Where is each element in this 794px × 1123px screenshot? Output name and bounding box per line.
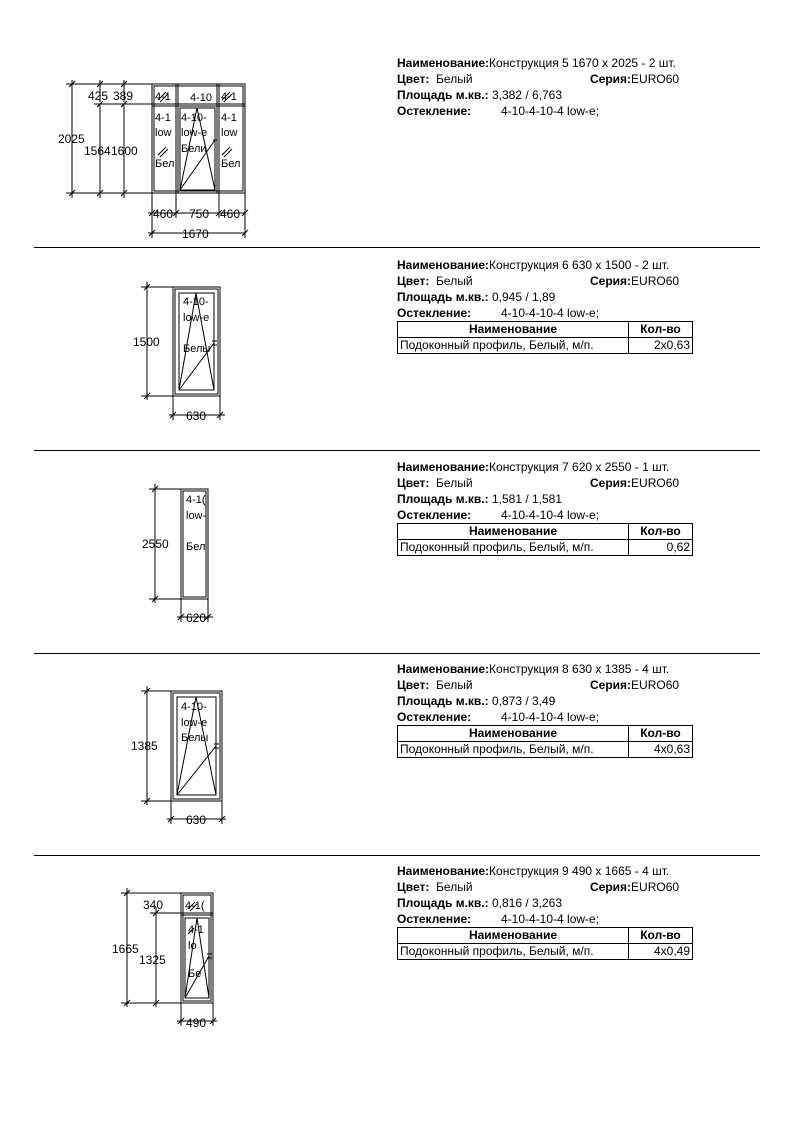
dim-width: 490: [186, 1016, 207, 1030]
header-qty: Кол-во: [629, 322, 693, 338]
dim-height: 1385: [131, 739, 158, 753]
series-value: EURO60: [631, 274, 680, 288]
series-label: Серия:: [590, 880, 632, 894]
area-label: Площадь м.кв.:: [397, 694, 489, 708]
dim-top-right: 389: [113, 89, 134, 103]
construction-5-drawing: [0, 0, 380, 248]
pane-mid-line3: Бели: [181, 143, 207, 155]
glazing-label: Остекление:: [397, 104, 472, 118]
construction-7-drawing: [0, 451, 380, 653]
items-table: [397, 927, 693, 960]
series-label: Серия:: [590, 274, 632, 288]
construction-title: Конструкция 6 630 x 1500 - 2 шт.: [489, 258, 670, 272]
pane-left-line3: Бел: [155, 158, 175, 170]
area-label: Площадь м.кв.:: [397, 88, 489, 102]
construction-9-info: [397, 863, 680, 927]
area-value: 3,382 / 6,763: [491, 88, 563, 102]
color-label: Цвет:: [397, 880, 430, 894]
construction-8: [0, 654, 794, 856]
glazing-label: Остекление:: [397, 710, 472, 724]
pane-line1: 4-10-: [181, 701, 207, 713]
name-label: Наименование:: [397, 258, 490, 272]
color-value: Белый: [436, 880, 473, 894]
pane-left-line1: 4-1: [155, 112, 171, 124]
pane-right-line2: low: [221, 127, 238, 139]
construction-5: [0, 0, 794, 248]
construction-6-info: [397, 257, 680, 321]
table-header-row: [398, 726, 693, 742]
area-label: Площадь м.кв.:: [397, 492, 489, 506]
area-label: Площадь м.кв.:: [397, 896, 489, 910]
series-value: EURO60: [631, 678, 680, 692]
glazing-label: Остекление:: [397, 912, 472, 926]
color-value: Белый: [436, 678, 473, 692]
color-value: Белый: [436, 274, 473, 288]
item-name: Подоконный профиль, Белый, м/п.: [398, 742, 629, 758]
construction-8-info: [397, 661, 680, 725]
header-qty: Кол-во: [629, 524, 693, 540]
pane-mid-line2: low-e: [181, 127, 208, 139]
item-qty: 4x0,49: [629, 944, 693, 960]
construction-7: [0, 451, 794, 653]
construction-title: Конструкция 8 630 x 1385 - 4 шт.: [489, 662, 670, 676]
construction-title: Конструкция 5 1670 x 2025 - 2 шт.: [489, 56, 676, 70]
color-value: Белый: [436, 72, 473, 86]
area-value: 1,581 / 1,581: [491, 492, 563, 506]
header-name: Наименование: [398, 524, 629, 540]
items-table: [397, 523, 693, 556]
dim-width: 630: [186, 813, 207, 827]
pane-line2: low-e: [183, 312, 210, 324]
table-row: [398, 338, 693, 354]
name-label: Наименование:: [397, 662, 490, 676]
glazing-value: 4-10-4-10-4 low-e;: [501, 306, 600, 320]
color-label: Цвет:: [397, 72, 430, 86]
table-row: [398, 540, 693, 556]
construction-7-info: [397, 459, 680, 523]
pane-left-line2: low: [155, 127, 172, 139]
construction-title: Конструкция 9 490 x 1665 - 4 шт.: [489, 864, 670, 878]
construction-6: [0, 248, 794, 451]
items-table: [397, 321, 693, 354]
dim-width-3: 460: [220, 207, 241, 221]
glazing-label: Остекление:: [397, 306, 472, 320]
color-label: Цвет:: [397, 274, 430, 288]
dim-top-left: 425: [88, 89, 109, 103]
glazing-label: Остекление:: [397, 508, 472, 522]
pane-line1: 4-10-: [183, 296, 209, 308]
dim-height: 2550: [142, 537, 169, 551]
pane-line3: Белы: [183, 343, 211, 355]
table-header-row: [398, 524, 693, 540]
pane-line1: 4-1(: [186, 494, 206, 506]
construction-9: [0, 856, 794, 1056]
pane-line2: low-: [186, 510, 207, 522]
series-value: EURO60: [631, 72, 680, 86]
glazing-value: 4-10-4-10-4 low-e;: [501, 710, 600, 724]
name-label: Наименование:: [397, 460, 490, 474]
table-header-row: [398, 928, 693, 944]
name-label: Наименование:: [397, 864, 490, 878]
header-name: Наименование: [398, 322, 629, 338]
pane-line3: Бе: [188, 968, 202, 980]
header-name: Наименование: [398, 928, 629, 944]
table-row: [398, 742, 693, 758]
pane-line2: lo: [188, 940, 197, 952]
area-label: Площадь м.кв.:: [397, 290, 489, 304]
item-qty: 0,62: [629, 540, 693, 556]
header-name: Наименование: [398, 726, 629, 742]
color-value: Белый: [436, 476, 473, 490]
pane-top-mid: 4-10: [190, 92, 213, 104]
pane-right-line3: Бел: [221, 158, 241, 170]
dim-height: 1500: [133, 335, 160, 349]
dim-bottom: 1325: [139, 953, 166, 967]
header-qty: Кол-во: [629, 928, 693, 944]
dim-total-width: 1670: [182, 227, 209, 241]
items-table: [397, 725, 693, 758]
glazing-value: 4-10-4-10-4 low-e;: [501, 508, 600, 522]
dim-height: 1665: [112, 942, 139, 956]
pane-mid-line1: 4-10-: [181, 112, 207, 124]
item-name: Подоконный профиль, Белый, м/п.: [398, 944, 629, 960]
area-value: 0,816 / 3,263: [491, 896, 563, 910]
name-label: Наименование:: [397, 56, 490, 70]
dim-height: 2025: [58, 132, 85, 146]
glazing-value: 4-10-4-10-4 low-e;: [501, 912, 600, 926]
series-label: Серия:: [590, 72, 632, 86]
pane-top-right: 4-1: [221, 91, 237, 103]
construction-5-info: [397, 55, 680, 119]
dim-width: 620: [186, 611, 207, 625]
dim-mid-1: 1564: [84, 144, 111, 158]
pane-line1: 4-1: [188, 924, 204, 936]
header-qty: Кол-во: [629, 726, 693, 742]
pane-line3: Белы: [181, 732, 209, 744]
item-name: Подоконный профиль, Белый, м/п.: [398, 540, 629, 556]
series-value: EURO60: [631, 476, 680, 490]
series-value: EURO60: [631, 880, 680, 894]
color-label: Цвет:: [397, 678, 430, 692]
construction-9-drawing: [0, 856, 380, 1056]
area-value: 0,945 / 1,89: [491, 290, 556, 304]
pane-line3: Бел: [186, 541, 206, 553]
pane-right-line1: 4-1: [221, 112, 237, 124]
pane-top: 4-1(: [185, 900, 205, 912]
table-row: [398, 944, 693, 960]
dim-top: 340: [143, 898, 164, 912]
dim-mid-2: 1600: [111, 144, 138, 158]
construction-6-drawing: [0, 248, 380, 451]
dim-width: 630: [186, 409, 207, 423]
pane-line2: low-e: [181, 717, 208, 729]
item-name: Подоконный профиль, Белый, м/п.: [398, 338, 629, 354]
series-label: Серия:: [590, 476, 632, 490]
pane-top-left: 4-1: [155, 91, 171, 103]
dim-width-1: 460: [153, 207, 174, 221]
item-qty: 2x0,63: [629, 338, 693, 354]
color-label: Цвет:: [397, 476, 430, 490]
construction-8-drawing: [0, 654, 380, 856]
dim-width-2: 750: [189, 207, 210, 221]
construction-title: Конструкция 7 620 x 2550 - 1 шт.: [489, 460, 670, 474]
table-header-row: [398, 322, 693, 338]
item-qty: 4x0,63: [629, 742, 693, 758]
series-label: Серия:: [590, 678, 632, 692]
glazing-value: 4-10-4-10-4 low-e;: [501, 104, 600, 118]
area-value: 0,873 / 3,49: [491, 694, 556, 708]
